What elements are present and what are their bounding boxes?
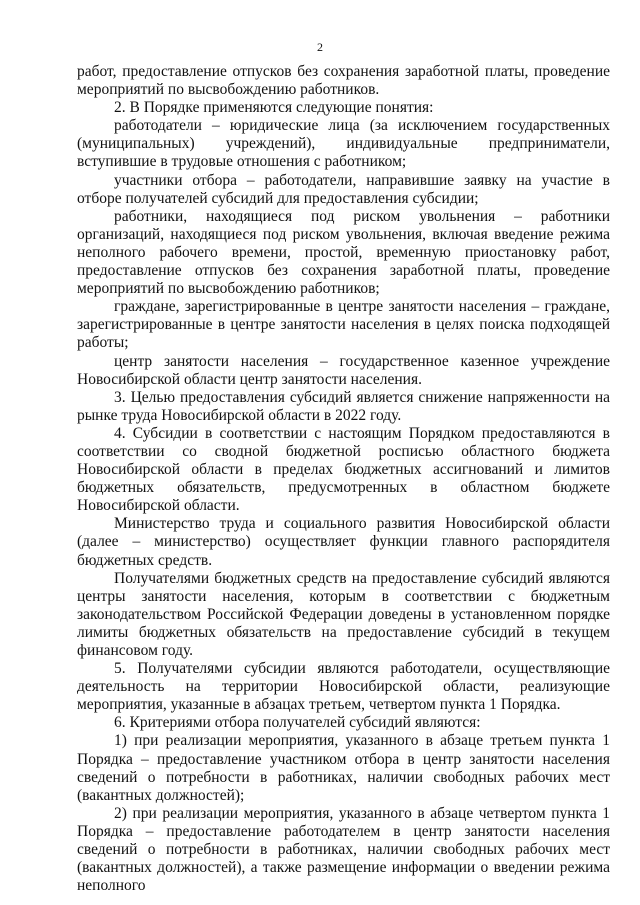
paragraph-continuation: работ, предоставление отпусков без сохранения заработной платы, проведение мероприятий по высвобождению работников. bbox=[77, 63, 610, 99]
paragraph-definition-participants: участники отбора – работодатели, направившие заявку на участие в отборе получателей субсидий для предоставления субсидии; bbox=[77, 171, 610, 207]
paragraph-section-5: 5. Получателями субсидии являются работодатели, осуществляющие деятельность на территории Новосибирской области, реализующие мероприятия, указанные в абзацах третьем, четвертом пункта 1 Порядка. bbox=[77, 660, 610, 714]
paragraph-ministry: Министерство труда и социального развития Новосибирской области (далее – министерство) осуществляет функции главного распорядителя бюджетных средств. bbox=[77, 515, 610, 569]
paragraph-criterion-1: 1) при реализации мероприятия, указанного в абзаце третьем пункта 1 Порядка – предоставление участником отбора в центр занятости населения сведений о потребности в работниках, наличии свободных рабочих мест (вакантных должностей); bbox=[77, 732, 610, 804]
paragraph-definition-registered-citizens: граждане, зарегистрированные в центре занятости населения – граждане, зарегистрированные в центре занятости населения в целях поиска подходящей работы; bbox=[77, 298, 610, 352]
paragraph-criterion-2: 2) при реализации мероприятия, указанного в абзаце четвертом пункта 1 Порядка – предоставление работодателем в центр занятости населения сведений о потребности в работниках, наличии свободных рабочих мест (вакантных должностей), а также размещение информации о введении режима неполного bbox=[77, 804, 610, 895]
paragraph-section-2: 2. В Порядке применяются следующие понятия: bbox=[114, 99, 434, 117]
paragraph-section-6: 6. Критериями отбора получателей субсидий являются: bbox=[114, 714, 481, 732]
paragraph-definition-employment-center: центр занятости населения – государственное казенное учреждение Новосибирской области центр занятости населения. bbox=[77, 352, 610, 388]
paragraph-section-4: 4. Субсидии в соответствии с настоящим Порядком предоставляются в соответствии со сводной бюджетной росписью областного бюджета Новосибирской области в пределах бюджетных ассигнований и лимитов бюджетных обязательств, предусмотренных в областном бюджете Новосибирской области. bbox=[77, 424, 610, 515]
paragraph-definition-employers: работодатели – юридические лица (за исключением государственных (муниципальных) учреждений), индивидуальные предприниматели, вступившие в трудовые отношения с работником; bbox=[77, 117, 610, 171]
document-body bbox=[77, 63, 610, 895]
paragraph-definition-workers-at-risk: работники, находящиеся под риском увольнения – работники организаций, находящиеся под риском увольнения, включая введение режима неполного рабочего времени, простой, временную приостановку работ, предоставление отпусков без сохранения заработной платы, проведение мероприятий по высвобождению работников; bbox=[77, 207, 610, 298]
paragraph-section-3: 3. Целью предоставления субсидий является снижение напряженности на рынке труда Новосибирской области в 2022 году. bbox=[77, 388, 610, 424]
page-number: 2 bbox=[317, 40, 323, 54]
paragraph-budget-recipients: Получателями бюджетных средств на предоставление субсидий являются центры занятости населения, которым в соответствии с бюджетным законодательством Российской Федерации доведены в установленном порядке лимиты бюджетных обязательств на предоставление субсидий в текущем финансовом году. bbox=[77, 569, 610, 659]
